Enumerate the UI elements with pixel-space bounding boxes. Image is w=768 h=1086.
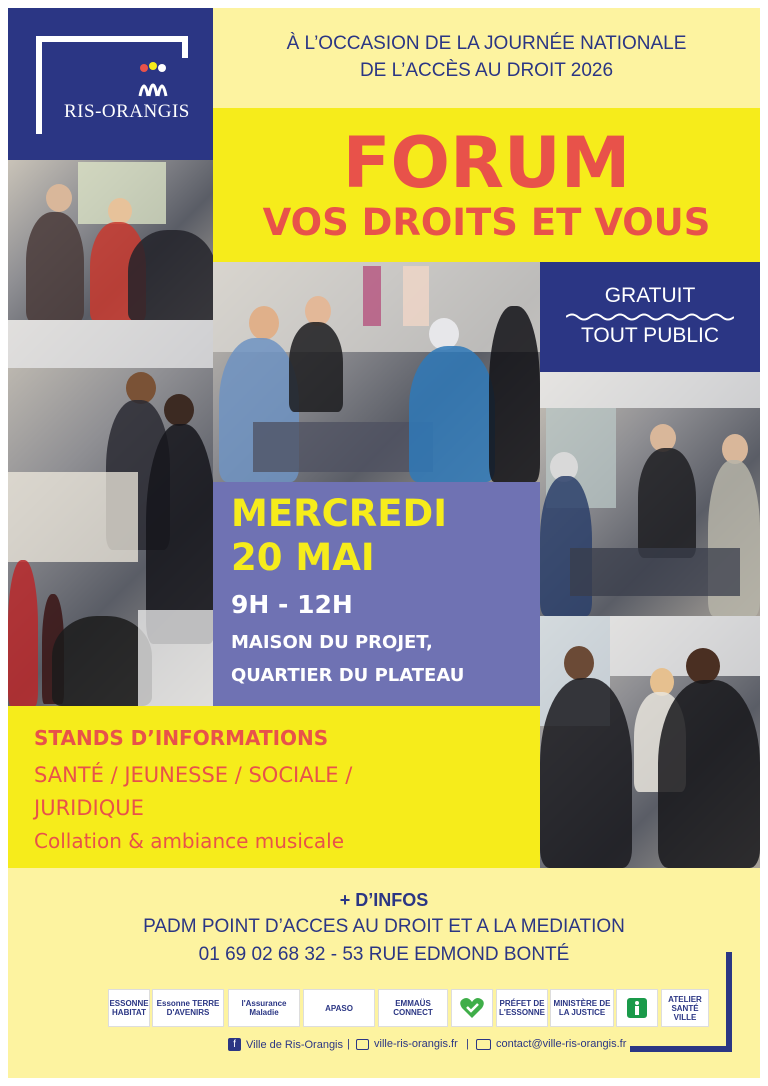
partner-logo-3: l'Assurance Maladie [228,989,300,1027]
partner-logo-4: APASO [303,989,375,1027]
heart-check-icon [459,996,485,1020]
footer-divider-1: | [347,1038,350,1050]
stands-title: STANDS D’INFORMATIONS [34,726,329,750]
header-banner [213,8,760,108]
photo-tent-stand [540,372,760,616]
logo-frame-left [36,36,42,134]
photo-young-visitors [540,616,760,868]
logo-panel [8,8,213,160]
envelope-icon [476,1039,491,1050]
footer-email[interactable]: contact@ville-ris-orangis.fr [476,1038,626,1050]
partner-logo-8: MINISTÈRE DE LA JUSTICE [550,989,614,1027]
stands-line-1: SANTÉ / JEUNESSE / SOCIALE / [34,763,353,787]
stands-line-2: JURIDIQUE [34,796,144,820]
frame-corner-bottom [630,1046,732,1052]
photo-snack-table [8,320,213,706]
figures-logo-icon [136,62,170,98]
partner-logo-5: EMMAÜS CONNECT [378,989,448,1027]
event-day: MERCREDI [231,492,447,535]
badge-line-2: TOUT PUBLIC [580,324,720,347]
footer-divider-2: | [466,1038,469,1050]
frame-corner-right [726,952,732,1052]
forum-subtitle: VOS DROITS ET VOUS [262,201,711,244]
footer-web[interactable]: ville-ris-orangis.fr [356,1038,458,1050]
logo-frame-top [36,36,188,42]
logo-frame-right [182,36,188,58]
monitor-icon [356,1039,369,1050]
event-place-1: MAISON DU PROJET, [231,632,433,653]
infos-contact: 01 69 02 68 32 - 53 RUE EDMOND BONTÉ [198,944,570,965]
partner-logo-1: ESSONNE HABITAT [108,989,150,1027]
infos-plus: + D’INFOS [339,890,429,910]
stands-line-3: Collation & ambiance musicale [34,829,345,853]
partner-logo-2: Essonne TERRE D'AVENIRS [152,989,224,1027]
facebook-icon: f [228,1038,241,1051]
stands-panel [8,706,540,868]
partner-logo-9 [616,989,658,1027]
photo-info-stand [213,262,540,482]
infos-org: PADM POINT D’ACCES AU DROIT ET A LA MEDIATION [143,916,625,937]
event-time: 9H - 12H [231,590,353,619]
event-place-2: QUARTIER DU PLATEAU [231,665,465,686]
header-line-2: DE L’ACCÈS AU DROIT 2026 [359,60,614,81]
event-panel [213,482,540,708]
forum-title: FORUM [342,122,631,204]
partner-logo-6 [451,989,493,1027]
partner-logo-7: PRÉFET DE L'ESSONNE [496,989,548,1027]
badge-panel [540,262,760,372]
photo-welcome-desk [8,160,213,320]
wavy-divider-icon [566,312,734,322]
title-banner [213,108,760,262]
event-date: 20 MAI [231,536,375,579]
footer-facebook[interactable]: f Ville de Ris-Orangis [228,1038,343,1051]
badge-line-1: GRATUIT [604,284,696,307]
info-point-icon [626,997,648,1019]
header-line-1: À L’OCCASION DE LA JOURNÉE NATIONALE [286,33,687,54]
logo-text: RIS-ORANGIS [64,101,190,122]
partner-logo-10: ATELIER SANTÉ VILLE [661,989,709,1027]
